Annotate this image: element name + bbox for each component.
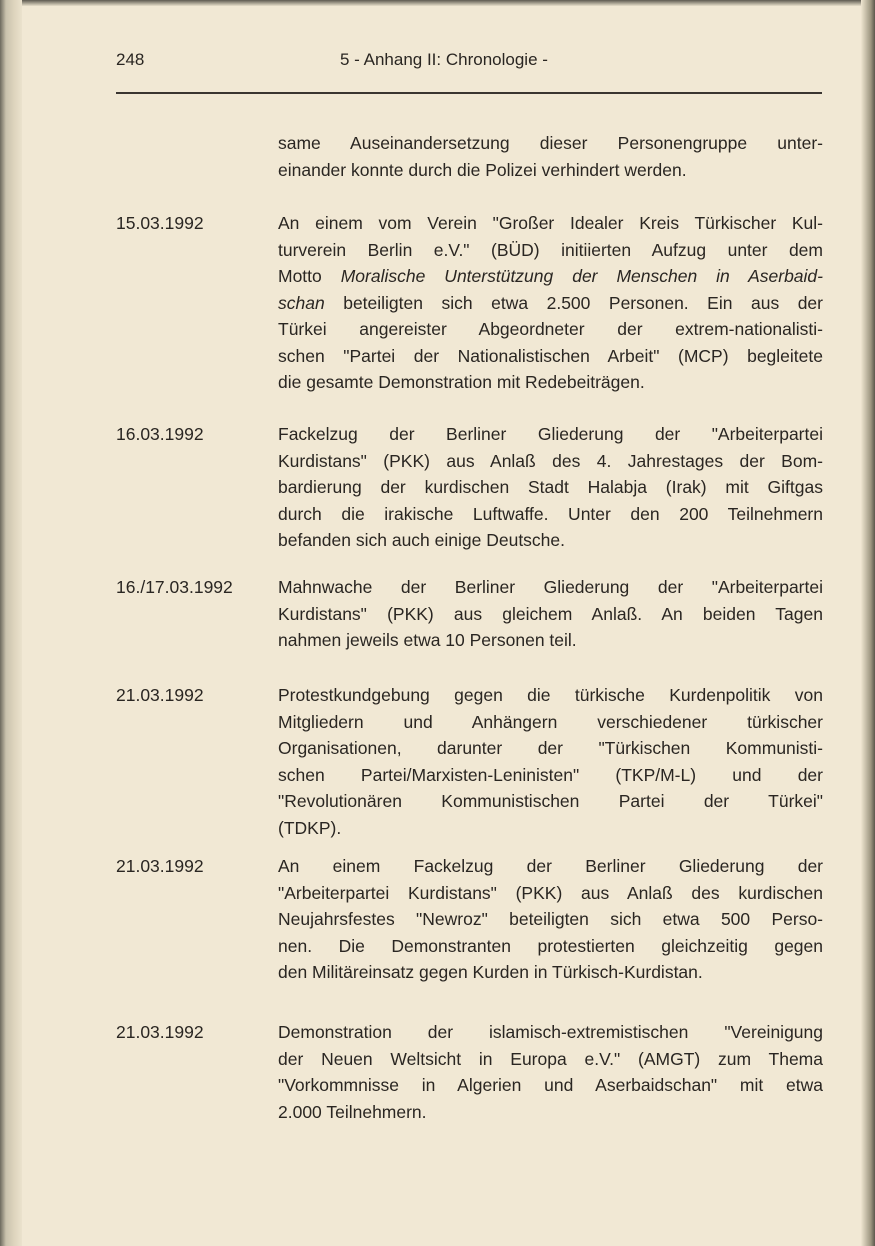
- text-segment: schen "Partei der Nationalistischen Arbeit" (MCP) begleitete: [278, 345, 823, 366]
- text-segment: Mahnwache der Berliner Gliederung der "Arbeiterpartei: [278, 577, 823, 597]
- text-line: [278, 709, 823, 736]
- text-line: [278, 1072, 823, 1099]
- text-segment: Organisationen, darunter der "Türkischen Kommunisti-: [278, 738, 823, 758]
- text-segment: Demonstration der islamisch-extremistischen "Vereinigung: [278, 1022, 823, 1042]
- text-line: [278, 735, 823, 762]
- text-segment: durch die irakische Luftwaffe. Unter den 200 Teilnehmern: [278, 503, 823, 524]
- text-segment: 2.000 Teilnehmern.: [278, 1101, 427, 1122]
- entry-date: 21.03.1992: [116, 856, 204, 876]
- header-rule: [116, 92, 822, 94]
- text-line: [278, 1046, 823, 1073]
- text-line: [278, 601, 823, 628]
- text-segment: Kurdistans" (PKK) aus gleichem Anlaß. An beiden Tagen: [278, 603, 823, 624]
- text-segment: den Militäreinsatz gegen Kurden in Türkisch-Kurdistan.: [278, 962, 703, 982]
- text-segment: (TDKP).: [278, 817, 342, 838]
- text-line: [278, 290, 823, 317]
- text-line: [278, 959, 823, 986]
- entry-text: [278, 574, 823, 654]
- text-line: [278, 369, 823, 396]
- text-line: [278, 421, 823, 448]
- text-segment: nahmen jeweils etwa 10 Personen teil.: [278, 630, 577, 650]
- text-segment: An einem Fackelzug der Berliner Gliederung der: [278, 856, 823, 876]
- text-segment: Mitgliedern und Anhängern verschiedener türkischer: [278, 711, 823, 732]
- text-line: [278, 1099, 823, 1126]
- text-line: [278, 343, 823, 370]
- entry-text: [278, 682, 823, 841]
- text-segment: bardierung der kurdischen Stadt Halabja (Irak) mit Giftgas: [278, 477, 823, 497]
- entry-date: 16.03.1992: [116, 424, 204, 444]
- text-line: [278, 130, 823, 157]
- text-line: [278, 316, 823, 343]
- text-segment: "Revolutionären Kommunistischen Partei der Türkei": [278, 791, 823, 811]
- text-segment: einander konnte durch die Polizei verhindert werden.: [278, 159, 687, 180]
- entry-text: [278, 130, 823, 183]
- text-line: [278, 527, 823, 554]
- text-segment: turverein Berlin e.V." (BÜD) initiierten Aufzug unter dem: [278, 239, 823, 260]
- text-line: [278, 501, 823, 528]
- text-line: [278, 448, 823, 475]
- entry-date: 16./17.03.1992: [116, 577, 233, 597]
- text-line: [278, 263, 823, 290]
- text-segment: Motto: [278, 266, 341, 286]
- text-segment: An einem vom Verein "Großer Idealer Kreis Türkischer Kul-: [278, 213, 823, 233]
- text-segment: "Vorkommnisse in Algerien und Aserbaidschan" mit etwa: [278, 1075, 823, 1095]
- text-segment: der Neuen Weltsicht in Europa e.V." (AMGT) zum Thema: [278, 1048, 823, 1069]
- text-line: [278, 933, 823, 960]
- text-line: [278, 474, 823, 501]
- text-segment: befanden sich auch einige Deutsche.: [278, 530, 566, 550]
- entry-date: 21.03.1992: [116, 1022, 204, 1042]
- page-number: 248: [116, 50, 145, 69]
- text-line: [278, 906, 823, 933]
- running-head: 5 - Anhang II: Chronologie -: [340, 50, 548, 69]
- text-line: [278, 627, 823, 654]
- text-line: [278, 682, 823, 709]
- entry-text: [278, 1019, 823, 1125]
- italic-text: schan: [278, 292, 325, 313]
- text-segment: Neujahrsfestes "Newroz" beteiligten sich etwa 500 Perso-: [278, 909, 823, 929]
- page-top-edge: [0, 0, 875, 6]
- text-line: [278, 574, 823, 601]
- text-line: [278, 815, 823, 842]
- entry-text: [278, 421, 823, 554]
- text-segment: Protestkundgebung gegen die türkische Kurdenpolitik von: [278, 685, 823, 705]
- text-line: [278, 1019, 823, 1046]
- entry-text: [278, 210, 823, 396]
- text-segment: Fackelzug der Berliner Gliederung der "Arbeiterpartei: [278, 424, 823, 444]
- text-segment: Kurdistans" (PKK) aus Anlaß des 4. Jahrestages der Bom-: [278, 450, 823, 471]
- text-segment: die gesamte Demonstration mit Redebeiträgen.: [278, 372, 645, 392]
- text-segment: beteiligten sich etwa 2.500 Personen. Ein aus der: [324, 292, 823, 313]
- text-line: [278, 853, 823, 880]
- text-line: [278, 788, 823, 815]
- entry-date: 21.03.1992: [116, 685, 204, 705]
- entry-text: [278, 853, 823, 986]
- text-line: [278, 762, 823, 789]
- entry-date: 15.03.1992: [116, 213, 204, 233]
- text-line: [278, 157, 823, 184]
- book-spine-shadow: [0, 0, 22, 1246]
- text-segment: schen Partei/Marxisten-Leninisten" (TKP/M-L) und der: [278, 764, 823, 785]
- text-line: [278, 237, 823, 264]
- text-line: [278, 880, 823, 907]
- text-segment: Türkei angereister Abgeordneter der extrem-nationalisti-: [278, 319, 823, 339]
- text-segment: "Arbeiterpartei Kurdistans" (PKK) aus Anlaß des kurdischen: [278, 882, 823, 903]
- italic-text: Moralische Unterstützung der Menschen in Aserbaid-: [340, 266, 823, 286]
- text-line: [278, 210, 823, 237]
- page-right-edge: [861, 0, 875, 1246]
- text-segment: same Auseinandersetzung dieser Personengruppe unter-: [278, 133, 823, 153]
- text-segment: nen. Die Demonstranten protestierten gleichzeitig gegen: [278, 935, 823, 956]
